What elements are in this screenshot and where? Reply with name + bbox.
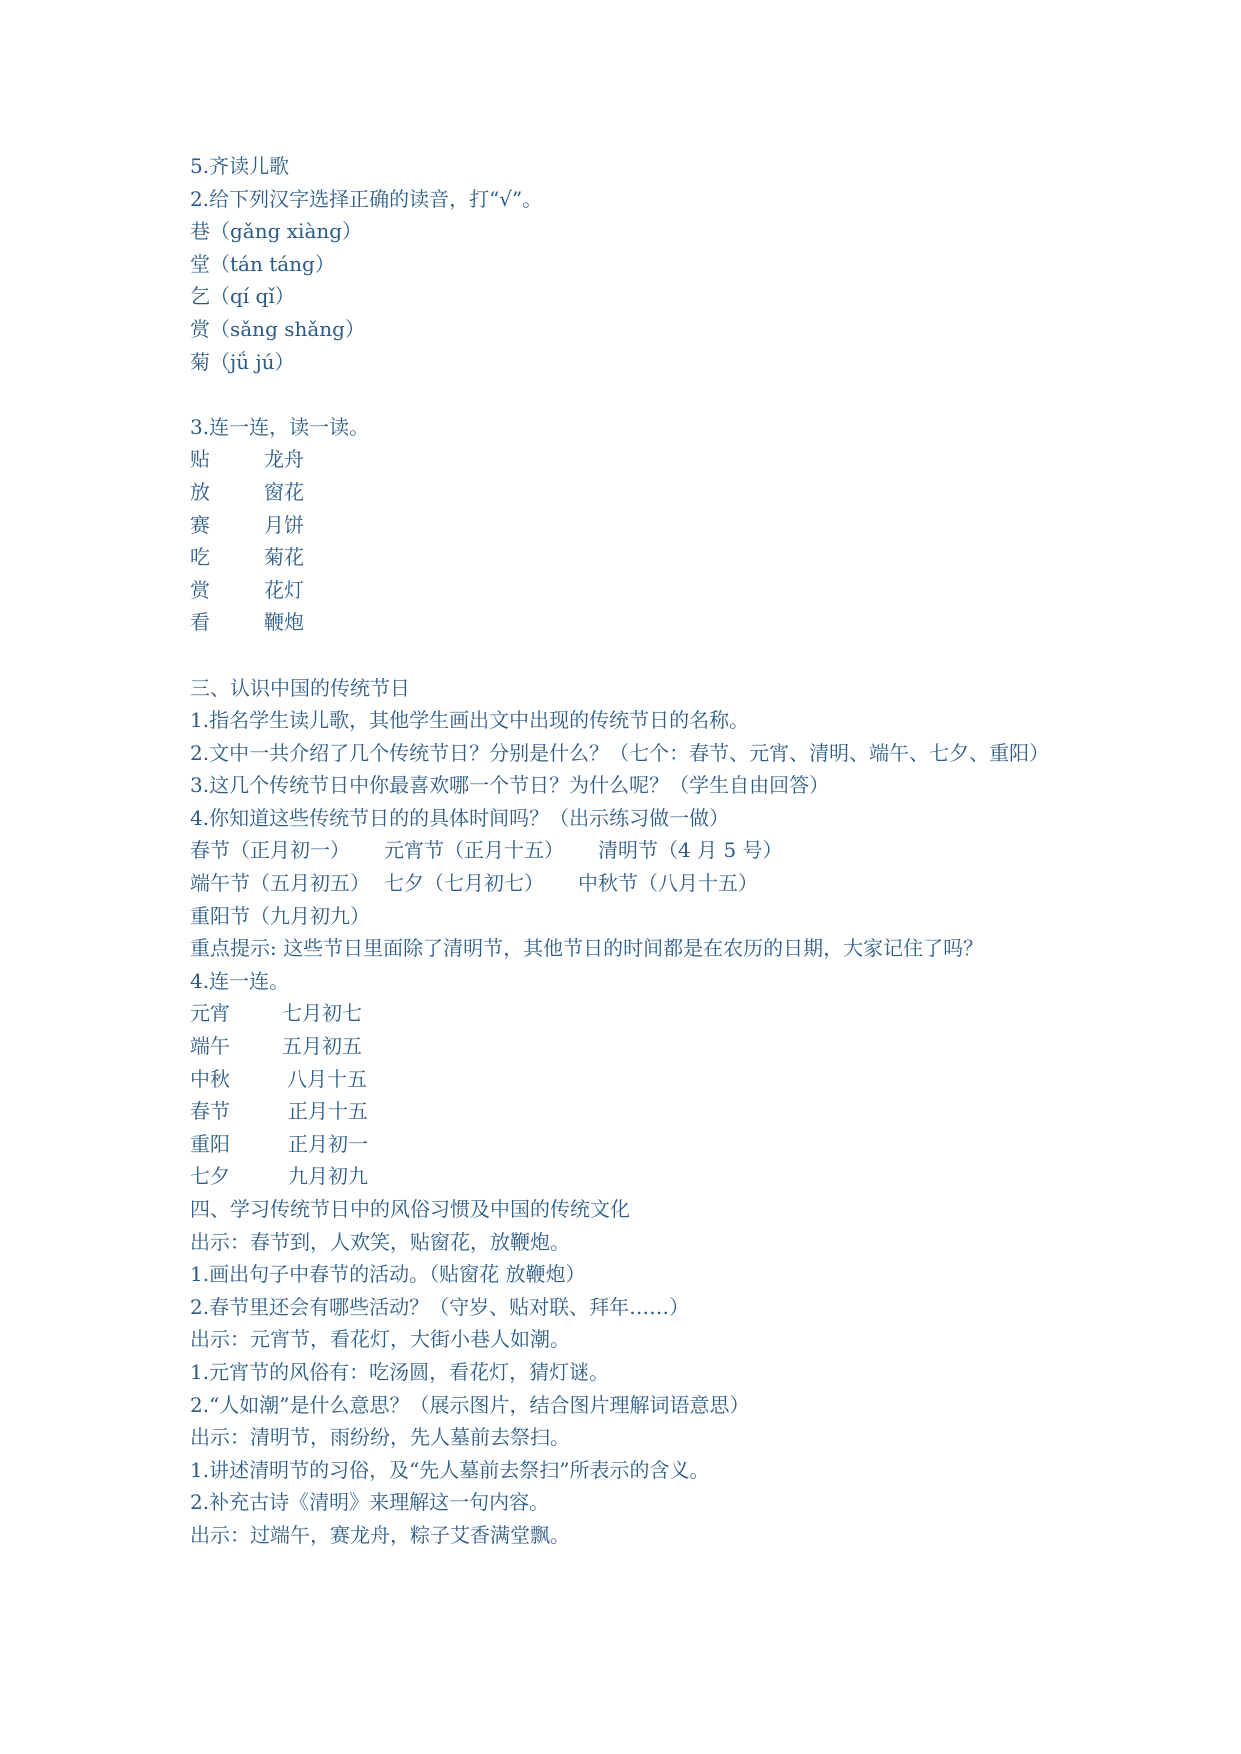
match-row (190, 1128, 1070, 1161)
match-right: 七月初七 (282, 1001, 362, 1026)
match-left: 元宵 (190, 1001, 230, 1026)
match-row (190, 509, 1070, 542)
section-4-line: 1.元宵节的风俗有：吃汤圆，看花灯，猜灯谜。 (190, 1359, 610, 1384)
match-right: 鞭炮 (264, 610, 304, 635)
match-right: 月饼 (264, 512, 304, 537)
key-tip: 重点提示: 这些节日里面除了清明节，其他节日的时间都是在农历的日期，大家记住了吗？ (190, 936, 984, 961)
matching-exercise-heading: 4.连一连。 (190, 968, 290, 993)
match-left: 放 (190, 479, 210, 504)
match-left: 吃 (190, 545, 210, 570)
match-left: 七夕 (190, 1164, 230, 1189)
spacer (190, 639, 1070, 672)
match-row (190, 1095, 1070, 1128)
match-row (190, 541, 1070, 574)
match-left: 端午 (190, 1034, 230, 1059)
section-4-line: 出示：清明节，雨纷纷，先人墓前去祭扫。 (190, 1425, 570, 1450)
pinyin-row: 赏（sǎng shǎng） (190, 316, 365, 341)
match-row (190, 443, 1070, 476)
festival-date: 中秋节（八月十五） (578, 871, 758, 896)
match-left: 重阳 (190, 1131, 230, 1156)
matching-exercise-heading: 3.连一连，读一读。 (190, 414, 370, 439)
match-row (190, 606, 1070, 639)
section-3-question-4: 4.你知道这些传统节日的的具体时间吗？（出示练习做一做） (190, 805, 730, 830)
section-4-line: 出示：元宵节，看花灯，大街小巷人如潮。 (190, 1327, 570, 1352)
match-right: 正月十五 (288, 1099, 368, 1124)
match-row (190, 1160, 1070, 1193)
match-row (190, 997, 1070, 1030)
match-left: 贴 (190, 447, 210, 472)
section-4-line: 1.讲述清明节的习俗，及“先人墓前去祭扫”所表示的含义。 (190, 1457, 710, 1482)
pinyin-row: 巷（gǎng xiàng） (190, 219, 363, 244)
festival-date: 清明节（4 月 5 号） (598, 838, 783, 863)
spacer (190, 378, 1070, 411)
document-page (190, 150, 1070, 1552)
section-3-question-3: 3.这几个传统节日中你最喜欢哪一个节日？为什么呢？（学生自由回答） (190, 773, 830, 798)
match-right: 窗花 (264, 479, 304, 504)
festival-dates-row (190, 900, 1070, 933)
festival-dates-row (190, 834, 1070, 867)
step-5-heading: 5.齐读儿歌 (190, 154, 290, 178)
section-4-line: 2.“人如潮”是什么意思？（展示图片，结合图片理解词语意思） (190, 1392, 750, 1417)
match-right: 正月初一 (288, 1131, 368, 1156)
section-3-question-2: 2.文中一共介绍了几个传统节日？分别是什么？（七个：春节、元宵、清明、端午、七夕、重阳） (190, 740, 1050, 765)
match-right: 花灯 (264, 577, 304, 602)
pinyin-row: 堂（tán táng） (190, 251, 335, 276)
match-left: 看 (190, 610, 210, 635)
pinyin-row: 菊（jǘ jú） (190, 349, 295, 374)
section-4-line: 1.画出句子中春节的活动。（贴窗花 放鞭炮） (190, 1262, 586, 1287)
match-row (190, 1063, 1070, 1096)
section-3-question-1: 1.指名学生读儿歌，其他学生画出文中出现的传统节日的名称。 (190, 708, 750, 733)
match-row (190, 574, 1070, 607)
festival-dates-row (190, 867, 1070, 900)
match-left: 中秋 (190, 1066, 230, 1091)
section-4-heading: 四、学习传统节日中的风俗习惯及中国的传统文化 (190, 1197, 630, 1221)
section-4-line: 出示：春节到，人欢笑，贴窗花，放鞭炮。 (190, 1229, 570, 1254)
match-left: 春节 (190, 1099, 230, 1124)
section-4-line: 出示：过端午，赛龙舟，粽子艾香满堂飘。 (190, 1522, 570, 1547)
festival-date: 端午节（五月初五） (190, 871, 370, 896)
match-left: 赏 (190, 577, 210, 602)
match-row (190, 1030, 1070, 1063)
festival-date: 春节（正月初一） (190, 838, 350, 863)
match-right: 五月初五 (282, 1034, 362, 1059)
match-right: 八月十五 (287, 1066, 367, 1091)
match-right: 菊花 (264, 545, 304, 570)
section-4-line: 2.春节里还会有哪些活动？（守岁、贴对联、拜年……） (190, 1294, 690, 1319)
section-3-heading: 三、认识中国的传统节日 (190, 675, 410, 700)
festival-date: 重阳节（九月初九） (190, 903, 370, 928)
section-4-line: 2.补充古诗《清明》来理解这一句内容。 (190, 1490, 550, 1515)
match-right: 龙舟 (264, 447, 304, 472)
match-row (190, 476, 1070, 509)
festival-date: 元宵节（正月十五） (384, 838, 564, 863)
match-left: 赛 (190, 512, 210, 537)
match-right: 九月初九 (288, 1164, 368, 1189)
pinyin-exercise-heading: 2.给下列汉字选择正确的读音，打“√”。 (190, 186, 543, 211)
festival-date: 七夕（七月初七） (384, 871, 544, 896)
pinyin-row: 乞（qí qǐ） (190, 284, 295, 309)
